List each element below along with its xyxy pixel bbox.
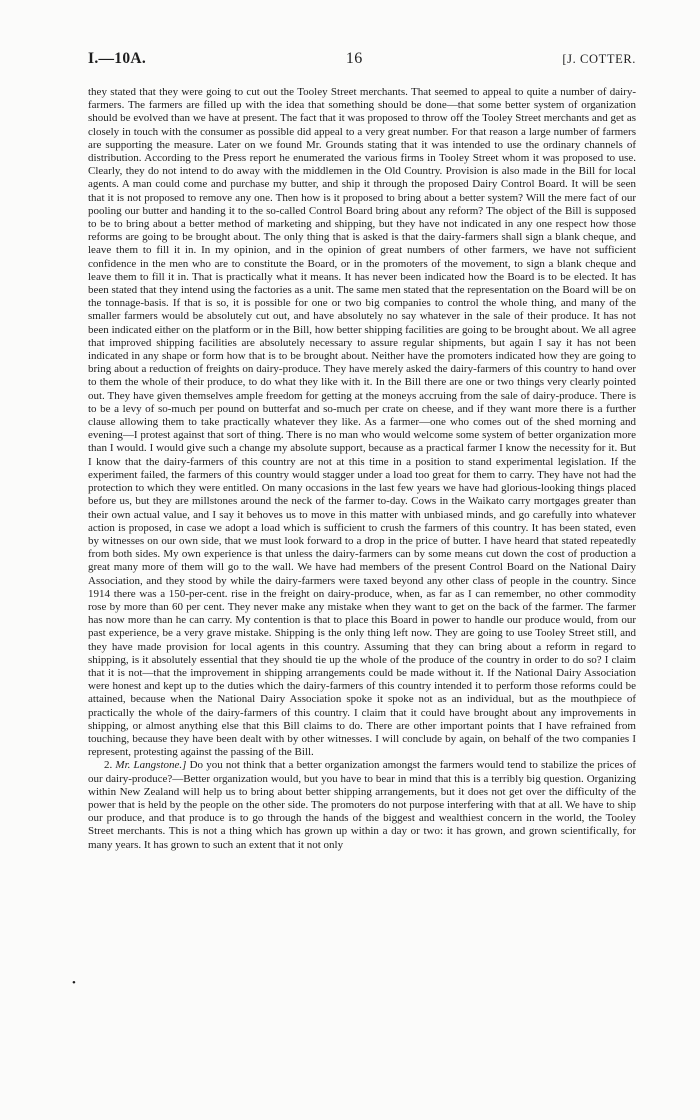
- question-text: Do you not think that a better organization amongst the farmers would tend to stabilize the prices of our dairy-produce?—Better organization would, but you have to bear in mind that this is a terribly big question. Organizing within New Zealand will help us to bring about better shipping arrangements, but it does not get over the difficulty of the power that is held by the people on the other side. The promoters do not purpose interfering with that at all. We have to ship our produce, and that produce is to go through the hands of the biggest and wealthiest concern in the world, the Tooley Street merchants. This is not a thing which has grown up within a day or two: it has grown, and grown scientifically, for many years. It has grown to such an extent that it not only: [88, 759, 637, 851]
- margin-bullet-mark: •: [72, 977, 76, 989]
- witness-name: [J. COTTER.: [562, 52, 636, 66]
- paragraph-question: [88, 759, 636, 851]
- page-header: [88, 50, 636, 68]
- question-number: 2.: [104, 759, 113, 772]
- document-body: [88, 86, 636, 852]
- document-reference: I.—10A.: [88, 50, 147, 67]
- paragraph-evidence: they stated that they were going to cut out the Tooley Street merchants. That seemed to appeal to quite a number of dairy-farmers. The farmers are filled up with the idea that something should be done—that some better system of organization should be evolved than we have at present. The fact that it was proposed to throw off the Tooley Street merchants and get as closely in touch with the consumer as possible did appeal to a very great number. For that reason a large number of farmers are supporting the measure. Later on we found Mr. Grounds stating that it was intended to use the ordinary channels of distribution. According to the Press report he enumerated the various firms in Tooley Street whom it was proposed to use. Clearly, they do not intend to do away with the middlemen in the Old Country. Provision is also made in the Bill for local agents. A man could come and purchase my butter, and ship it through the proposed Dairy Control Board. It will be seen that it is not proposed to remove any one. Then how is it proposed to bring about a better system? Will the mere fact of our pooling our butter and handing it to the so-called Control Board bring about any reform? The object of the Bill is supposed to be to bring about a better method of marketing and shipping, but they have not indicated in any one respect how those reforms are going to be brought about. The only thing that is asked is that the dairy-farmers shall sign a blank cheque, and leave them to fill it in. In my opinion, and in the opinion of great numbers of other farmers, we have not sufficient confidence in the men who are to constitute the Board, or in the promoters of the movement, to sign a blank cheque and leave them to fill it in. That is practically what it means. It has never been indicated how the Board is to be elected. It has been stated that they intend using the factories as a unit. The same men stated that the representation on the Board will be on the tonnage-basis. If that is so, it is possible for one or two big companies to control the whole thing, and many of the smaller farmers would be absolutely cut out, and have absolutely no say whatever in the sale of their produce. It has not been indicated either on the platform or in the Bill, how better shipping facilities are going to be brought about. We all agree that improved shipping facilities are absolutely necessary to assure regular shipments, but again I say it has not been indicated in any shape or form how that is to be brought about. Neither have the promoters indicated how they are going to bring about a reduction of freights on dairy-produce. They have merely asked the dairy-farmers of this country to hand over to them the whole of their produce, to do what they like with it. In the Bill there are one or two things very clearly pointed out. They have given themselves ample freedom for getting at the moneys accruing from the sale of dairy-produce. There is to be a levy of so-much per pound on butterfat and so-much per crate on cheese, and if they want more there is a further clause allowing them to take practically whatever they like. As a farmer—one who comes out of the shed morning and evening—I protest against that sort of thing. There is no man who would welcome some system of better organization more than I would. I would give such a change my absolute support, because as a practical farmer I know the necessity for it. But I know that the dairy-farmers of this country are not at this time in a position to stand experimental legislation. If the experiment failed, the farmers of this country would stagger under a load too great for them to carry. They have not had the protection to which they were entitled. On many occasions in the last few years we have had glorious-looking things placed before us, but they are millstones around the neck of the farmer to-day. Cows in the Waikato carry mortgages greater than their own actual value, and I say it behoves us to move in this matter with unbiased minds, and go carefully into whatever action is proposed, in case we adopt a load which is sufficient to crush the farmers of this country. It has been stated, even by witnesses on our own side, that we must look forward to a drop in the price of butter. I have heard that stated repeatedly from both sides. My own experience is that unless the dairy-farmers can by some means cut down the cost of production a great many more of them will go to the wall. We have had members of the present Control Board on the National Dairy Association, and they stood by while the dairy-farmers were taxed beyond any other class of people in the country. Since 1914 there was a 150-per-cent. rise in the freight on dairy-produce, when, as far as I can remember, no other commodity rose by more than 60 per cent. They never make any mistake when they want to get on the back of the farmer. The farmer has now more than he can carry. My contention is that to place this Board in power to handle our produce would, from our past experience, be a very grave mistake. Shipping is the only thing left now. They are going to use Tooley Street still, and they have made provision for local agents in this country. Assuming that they can bring about a reform in regard to shipping, is it absolutely essential that they should tie up the whole of the produce of the country in order to do so? I claim that it is not—that the improvement in shipping arrangements could be made without it. If the National Dairy Association were honest and kept up to the duties which the dairy-farmers of this country intended it to perform those reforms could be attained, because when the National Dairy Association spoke it spoke not as an individual, but as the mouthpiece of practically the whole of the dairy-farmers of this country. I claim that it could have brought about any improvements in shipping, or almost anything else that this Bill claims to do. There are other important points that I have refrained from touching, because they have been dealt with by other witnesses. I will conclude by again, on behalf of the two companies I represent, protesting against the passing of the Bill.: [88, 86, 636, 759]
- page-number: 16: [345, 50, 363, 67]
- question-speaker: Mr. Langstone.]: [115, 759, 187, 772]
